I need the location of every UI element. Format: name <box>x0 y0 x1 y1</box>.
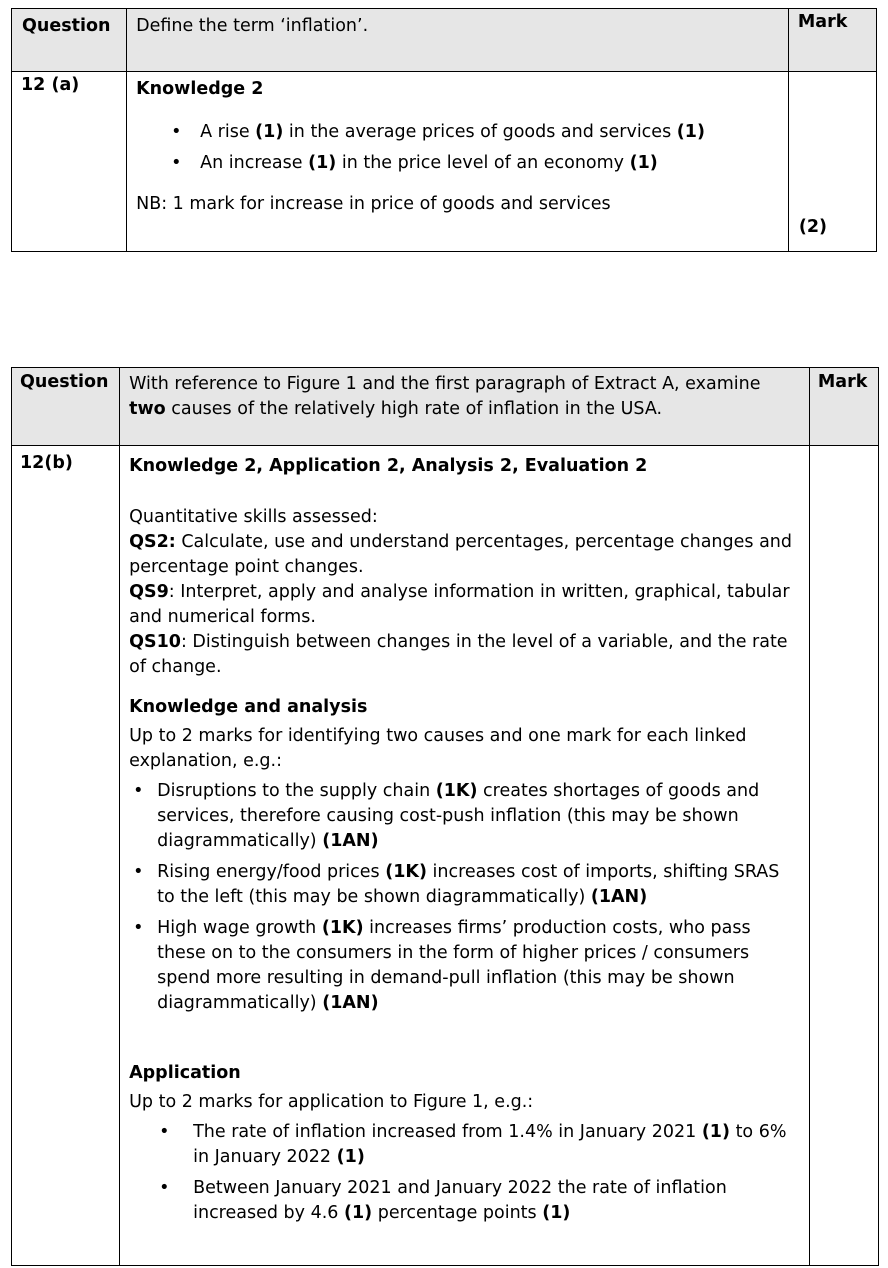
qs-item: QS10: Distinguish between changes in the level of a variable, and the rate of change. <box>129 632 788 677</box>
marking-note: NB: 1 mark for increase in price of goods and services <box>136 194 611 214</box>
assessment-heading: Knowledge 2, Application 2, Analysis 2, Evaluation 2 <box>129 456 648 476</box>
knowledge-analysis-list <box>129 779 801 1016</box>
mark-scheme-table-12b <box>11 367 879 1266</box>
qs-item: QS2: Calculate, use and understand percentages, percentage changes and percentage point changes. <box>129 532 792 577</box>
list-item: • A rise (1) in the average prices of goods and services (1) <box>136 117 788 148</box>
list-item: • Between January 2021 and January 2022 the rate of inflation increased by 4.6 (1) percentage points (1) <box>159 1178 727 1223</box>
bullet-icon: • <box>171 153 182 173</box>
list-item: • Disruptions to the supply chain (1K) creates shortages of goods and services, therefore causing cost-push inflation (this may be shown diagrammatically) (1AN) <box>133 781 760 851</box>
mark-label: Mark <box>809 368 878 446</box>
list-item: • The rate of inflation increased from 1.4% in January 2021 (1) to 6% in January 2022 (1) <box>159 1122 787 1167</box>
section-heading-application: Application <box>129 1063 241 1083</box>
table-row <box>12 446 879 1266</box>
mark-label: Mark <box>788 9 876 72</box>
list-item: • High wage growth (1K) increases firms’ production costs, who pass these on to the consumers in the form of higher prices / consumers spend more resulting in demand-pull inflation (this may be shown diagrammatically) (1AN) <box>133 918 751 1013</box>
answer-content <box>127 72 789 252</box>
bullet-icon: • <box>133 862 144 882</box>
quantitative-skills <box>129 505 801 680</box>
assessment-heading: Knowledge 2 <box>136 79 264 99</box>
question-label: Question <box>12 368 120 446</box>
answer-content <box>120 446 810 1266</box>
bullet-icon: • <box>133 918 144 938</box>
bullet-icon: • <box>171 122 182 142</box>
question-text: With reference to Figure 1 and the first paragraph of Extract A, examine two causes of the relatively high rate of inflation in the USA. <box>120 368 810 446</box>
table-row <box>12 72 877 252</box>
section-intro: Up to 2 marks for application to Figure 1, e.g.: <box>129 1092 534 1112</box>
list-item: • Rising energy/food prices (1K) increases cost of imports, shifting SRAS to the left (this may be shown diagrammatically) (1AN) <box>133 862 780 907</box>
question-number: 12(b) <box>12 446 120 1266</box>
table-header-row <box>12 9 877 72</box>
qs-item: QS9: Interpret, apply and analyse information in written, graphical, tabular and numerical forms. <box>129 582 790 627</box>
table-header-row <box>12 368 879 446</box>
section-heading-knowledge-analysis: Knowledge and analysis <box>129 697 368 717</box>
mark-scheme-table-12a <box>11 8 877 252</box>
bullet-icon: • <box>159 1178 170 1198</box>
mark-value: (2) <box>798 217 828 237</box>
mark-cell <box>809 446 878 1266</box>
question-number: 12 (a) <box>12 72 127 252</box>
list-item: • An increase (1) in the price level of an economy (1) <box>136 148 788 179</box>
bullet-icon: • <box>159 1122 170 1142</box>
question-label: Question <box>12 9 127 72</box>
question-text: Define the term ‘inflation’. <box>127 9 789 72</box>
qs-intro: Quantitative skills assessed: <box>129 507 378 527</box>
answer-bullet-list <box>136 117 788 179</box>
section-intro: Up to 2 marks for identifying two causes and one mark for each linked explanation, e.g.: <box>129 726 747 771</box>
bullet-icon: • <box>133 781 144 801</box>
application-list <box>129 1120 801 1226</box>
mark-cell <box>788 72 876 252</box>
